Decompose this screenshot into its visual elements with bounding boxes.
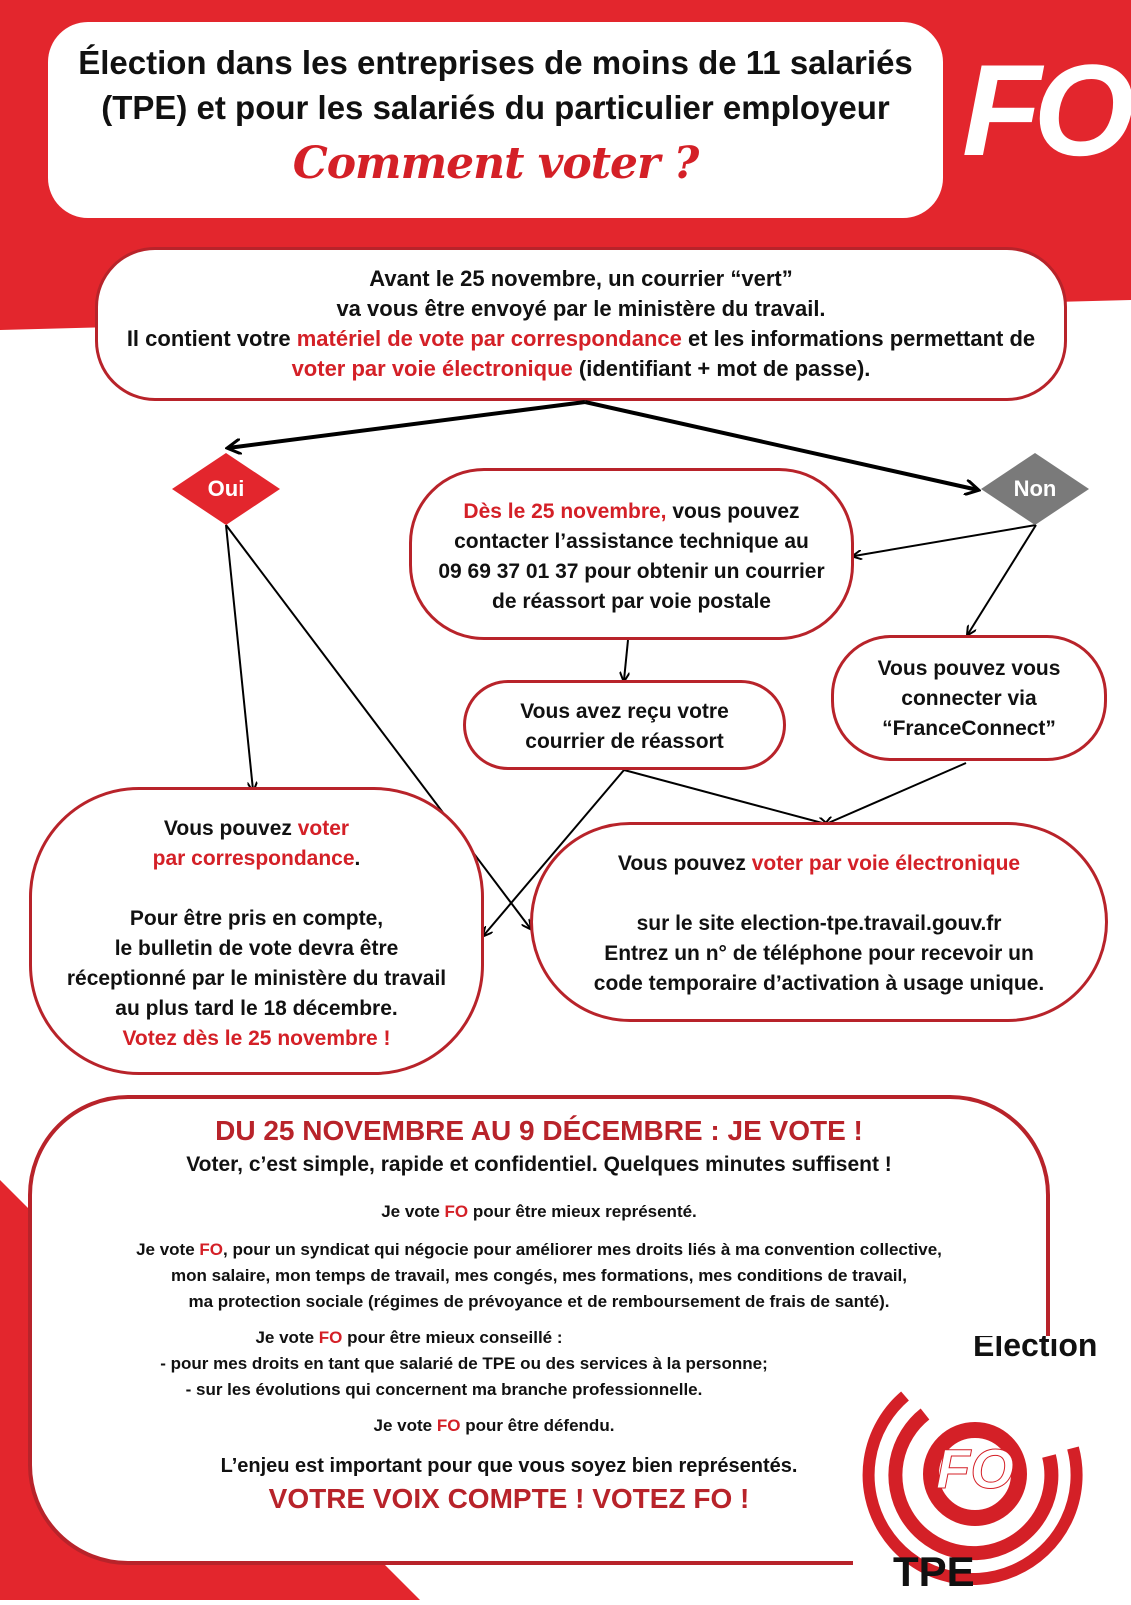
footer-title: DU 25 NOVEMBRE AU 9 DÉCEMBRE : JE VOTE ! bbox=[215, 1115, 863, 1146]
logo-tpe-text: TPE bbox=[893, 1548, 975, 1595]
decision-no bbox=[981, 453, 1089, 525]
call-to-action: VOTRE VOIX COMPTE ! VOTEZ FO ! bbox=[268, 1483, 750, 1514]
reassort-box: Dès le 25 novembre, vous pouvez contacter l’assistance technique au 09 69 37 01 37 pour obtenir un courrier de réassort par voie postale bbox=[409, 468, 854, 640]
election-fo-tpe-logo bbox=[853, 1336, 1131, 1600]
franceconnect-box: Vous pouvez vous connecter via “FranceConnect” bbox=[831, 635, 1107, 761]
logo-fo-text: FO bbox=[936, 1437, 1014, 1500]
logo-election-text: Election bbox=[973, 1336, 1098, 1363]
footer-box: DU 25 NOVEMBRE AU 9 DÉCEMBRE : JE VOTE ! Voter, c’est simple, rapide et confidentiel. Quelques minutes suffisent ! Je vote FO pour être mieux représenté. Je vote FO, pour un syndicat qui négocie pour améliorer mes droits liés à ma convention collective, mon salaire, mon temps de travail, mes congés, mes formations, mes conditions de travail, ma protection sociale (régimes de prévoyance et de remboursement de frais de santé). Je vote FO pour être mieux conseillé : - pour mes droits en tant que salarié de TPE ou des services à la personne; - sur les évolutions qui concernent ma branche professionnelle. Je vote FO pour être défendu. L’enjeu est important pour que vous soyez bien représentés. VOTRE VOIX COMPTE ! VOTEZ FO ! bbox=[28, 1095, 1050, 1565]
reassort-received-box: Vous avez reçu votre courrier de réassort bbox=[463, 680, 786, 770]
page-title: Élection dans les entreprises de moins de 11 salariés (TPE) et pour les salariés du particulier employeur bbox=[78, 44, 913, 126]
decision-yes bbox=[172, 453, 280, 525]
decision-yes-label: Oui bbox=[207, 476, 245, 501]
electronic-vote-box: Vous pouvez voter par voie électronique sur le site election-tpe.travail.gouv.fr Entrez un n° de téléphone pour recevoir un code temporaire d’activation à usage unique. bbox=[530, 822, 1108, 1022]
vote-by-mail-box: Vous pouvez voter par correspondance. Pour être pris en compte, le bulletin de vote devra être réceptionné par le ministère du travail au plus tard le 18 décembre. Votez dès le 25 novembre ! bbox=[29, 787, 484, 1075]
logo-arcs bbox=[853, 1336, 1131, 1600]
intro-box: Avant le 25 novembre, un courrier “vert” va vous être envoyé par le ministère du travail. Il contient votre matériel de vote par correspondance et les informations permettant de voter par voie électronique (identifiant + mot de passe). bbox=[95, 247, 1067, 401]
fo-logo: FO bbox=[962, 37, 1127, 183]
page-subtitle: Comment voter ? bbox=[292, 138, 699, 189]
header-card bbox=[48, 22, 943, 218]
decision-no-label: Non bbox=[1013, 476, 1057, 501]
footer-subtitle: Voter, c’est simple, rapide et confidentiel. Quelques minutes suffisent ! bbox=[186, 1153, 892, 1176]
